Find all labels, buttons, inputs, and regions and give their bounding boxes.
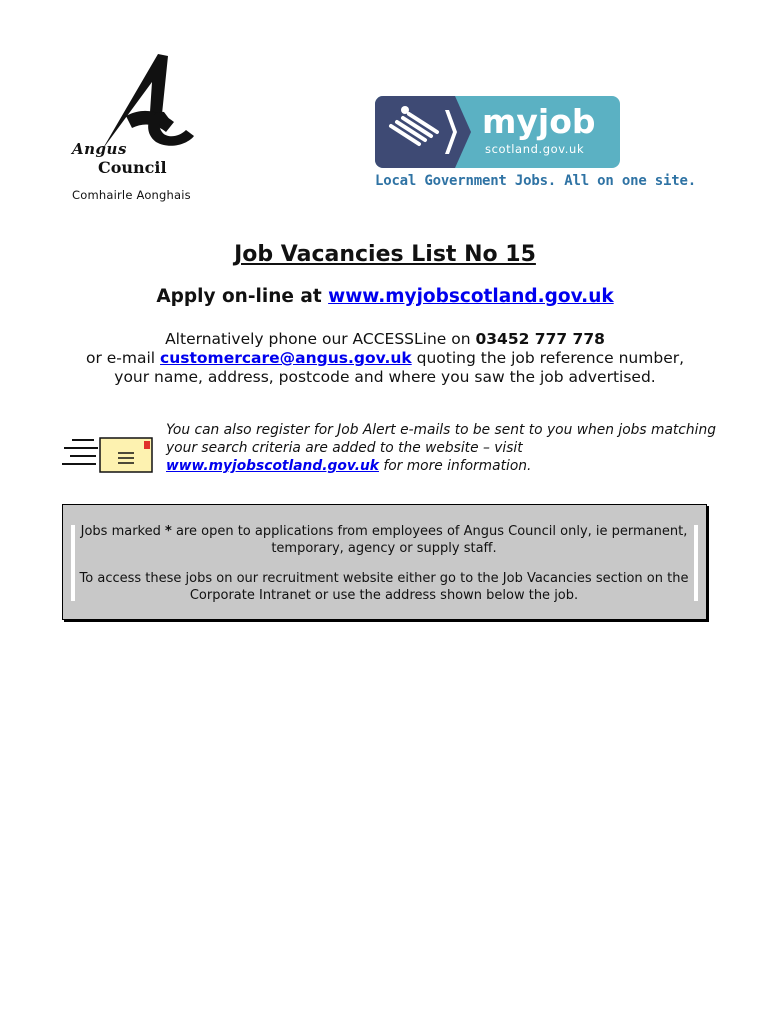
internal-applicants-notice [62, 504, 707, 620]
alt-line1-prefix: Alternatively phone our ACCESSLine on [165, 330, 476, 348]
apply-prefix: Apply on-line at [156, 286, 329, 307]
logo-angus-text: Angus [72, 140, 127, 158]
notice-p1-prefix: Jobs marked [80, 524, 166, 539]
apply-online-line [0, 286, 770, 307]
job-alert-url-link[interactable]: www.myjobscotland.gov.uk [166, 458, 379, 474]
notice-paragraph-2: To access these jobs on our recruitment website either go to the Job Vacancies section on the Corporate Intranet or use the address shown below the job. [79, 571, 689, 603]
page-title: Job Vacancies List No 15 [234, 242, 536, 267]
logo-council-text: Council [98, 158, 167, 177]
notice-paragraph-1 [63, 523, 705, 557]
angus-council-logo [66, 52, 216, 212]
myjob-badge [375, 96, 620, 168]
apply-url-link[interactable]: www.myjobscotland.gov.uk [328, 286, 614, 307]
myjob-tagline: Local Government Jobs. All on one site. [375, 173, 696, 189]
alt-line2-suffix: quoting the job reference number, your name, address, postcode and where you saw the job advertised. [114, 349, 685, 386]
notice-p1-suffix: are open to applications from employees of Angus Council only, ie permanent, temporary, agency or supply staff. [171, 524, 688, 556]
angus-council-emblem-icon [66, 52, 216, 152]
notice-star: * [165, 524, 172, 539]
alt-line2-prefix: or e-mail [85, 349, 161, 367]
myjobscotland-logo [375, 96, 696, 194]
alternative-contact-text [80, 330, 690, 387]
logo-gaelic-text: Comhairle Aonghais [72, 188, 191, 202]
job-alert-body: You can also register for Job Alert e-mails to be sent to you when jobs matching your search criteria are added to the website – visit [166, 422, 716, 456]
job-alert-suffix: for more information. [378, 458, 532, 474]
myjob-wordmark: myjob [482, 102, 596, 141]
envelope-icon [60, 436, 160, 474]
myjob-domain: scotland.gov.uk [485, 142, 585, 156]
accessline-phone: 03452 777 778 [475, 330, 605, 348]
customercare-email-link[interactable]: customercare@angus.gov.uk [160, 349, 412, 367]
job-alert-text [166, 421, 726, 475]
